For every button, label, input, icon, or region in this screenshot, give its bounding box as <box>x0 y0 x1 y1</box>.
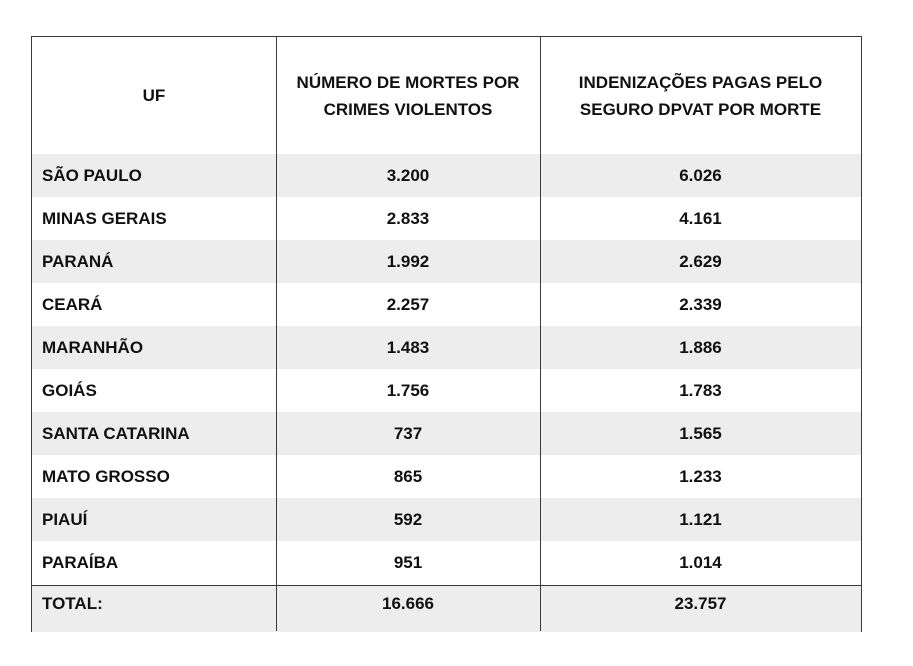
cell-indenizacoes: 1.886 <box>679 337 722 357</box>
cell-indenizacoes: 1.565 <box>679 423 722 443</box>
cell-uf: SANTA CATARINA <box>42 423 190 443</box>
cell-indenizacoes: 2.629 <box>679 251 722 271</box>
table-row <box>32 498 861 541</box>
header-mortes: NÚMERO DE MORTES POR CRIMES VIOLENTOS <box>296 72 520 119</box>
table-row <box>32 412 861 455</box>
column-divider <box>540 37 541 631</box>
cell-indenizacoes: 1.014 <box>679 552 722 572</box>
cell-uf: PARAÍBA <box>42 552 119 572</box>
cell-uf: MARANHÃO <box>42 337 144 357</box>
table-row <box>32 240 861 283</box>
table-row <box>32 154 861 197</box>
total-mortes: 16.666 <box>382 594 434 613</box>
cell-uf: SÃO PAULO <box>42 165 142 185</box>
column-divider <box>276 37 277 631</box>
cell-uf: PARANÁ <box>42 251 114 271</box>
cell-uf: MATO GROSSO <box>42 466 170 486</box>
table-row <box>32 197 861 240</box>
cell-uf: GOIÁS <box>42 380 97 400</box>
table-header-row <box>32 37 861 154</box>
cell-uf: PIAUÍ <box>42 509 88 529</box>
cell-mortes: 865 <box>393 466 423 486</box>
cell-mortes: 1.992 <box>386 251 430 271</box>
cell-mortes: 592 <box>393 509 423 529</box>
cell-indenizacoes: 2.339 <box>679 294 722 314</box>
table-row <box>32 326 861 369</box>
cell-uf: CEARÁ <box>42 294 103 314</box>
cell-mortes: 3.200 <box>386 165 430 185</box>
table-row <box>32 455 861 498</box>
cell-mortes: 737 <box>393 423 423 443</box>
table-row <box>32 283 861 326</box>
header-indenizacoes: INDENIZAÇÕES PAGAS PELO SEGURO DPVAT POR MORTE <box>578 72 823 119</box>
cell-indenizacoes: 1.783 <box>679 380 722 400</box>
cell-uf: MINAS GERAIS <box>42 208 167 228</box>
header-uf: UF <box>142 86 166 105</box>
total-indenizacoes: 23.757 <box>674 594 727 613</box>
cell-indenizacoes: 4.161 <box>679 208 722 228</box>
table-row <box>32 369 861 412</box>
cell-mortes: 2.833 <box>386 208 430 228</box>
cell-mortes: 2.257 <box>386 294 430 314</box>
table-row <box>32 541 861 584</box>
cell-indenizacoes: 1.121 <box>679 509 722 529</box>
cell-indenizacoes: 1.233 <box>679 466 722 486</box>
cell-mortes: 1.483 <box>386 337 430 357</box>
data-table <box>31 36 862 632</box>
total-row <box>32 585 861 632</box>
cell-mortes: 1.756 <box>386 380 430 400</box>
cell-indenizacoes: 6.026 <box>679 165 722 185</box>
cell-mortes: 951 <box>393 552 423 572</box>
total-label: TOTAL: <box>42 594 103 613</box>
